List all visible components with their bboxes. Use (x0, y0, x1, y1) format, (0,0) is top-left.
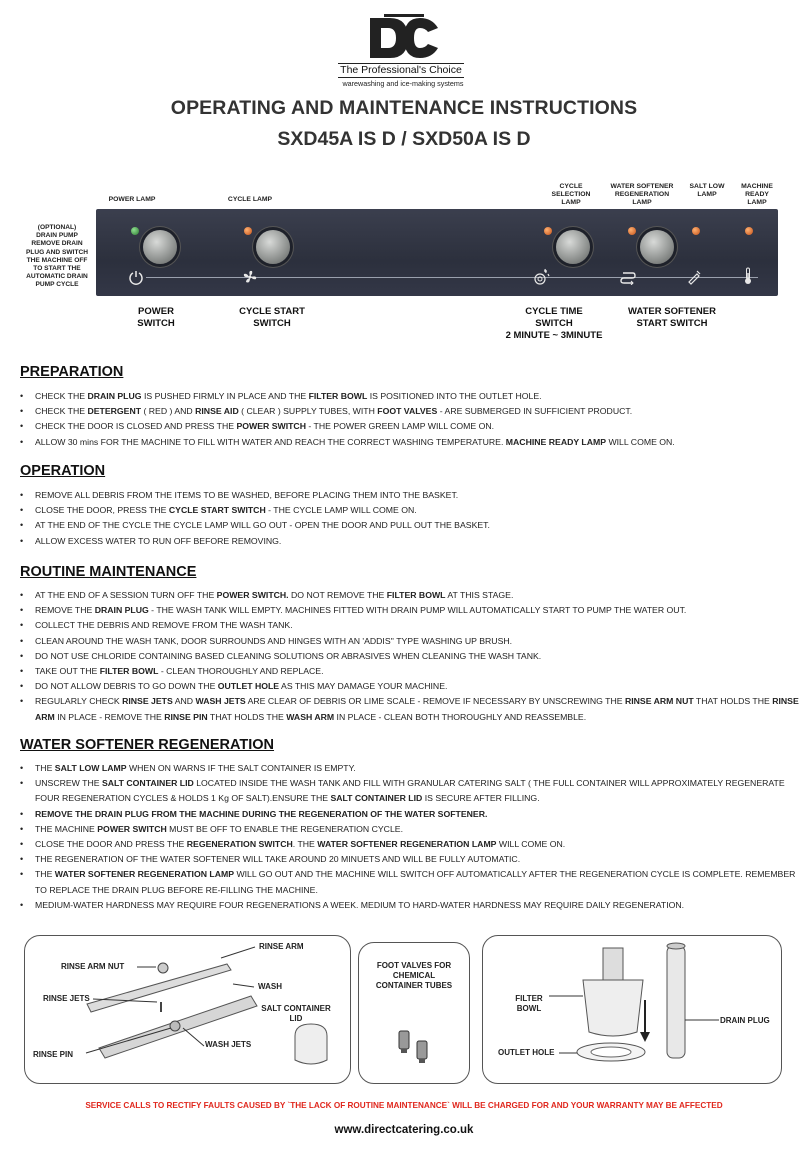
water-softener-list (20, 761, 800, 913)
list-item: • ALLOW 30 mins FOR THE MACHINE TO FILL WITH WATER AND REACH THE CORRECT WASHING TEMPERATURE. MACHINE READY LAMP WILL COME ON. (20, 435, 800, 450)
water-softener-switch-knob[interactable] (640, 230, 674, 264)
salt-icon (686, 269, 702, 285)
cycle-time-switch-label: CYCLE TIME SWITCH 2 MINUTE ~ 3MINUTE (505, 306, 603, 341)
list-item: • CLOSE THE DOOR, PRESS THE CYCLE START SWITCH - THE CYCLE LAMP WILL COME ON. (20, 503, 800, 518)
cycle-lamp-label: CYCLE LAMP (227, 196, 273, 203)
cycle-selection-lamp-label: CYCLE SELECTION LAMP (551, 183, 591, 206)
water-softener-switch-label: WATER SOFTENER START SWITCH (628, 306, 716, 329)
routine-maintenance-heading: ROUTINE MAINTENANCE (20, 564, 197, 580)
rinse-arm-label: RINSE ARM (259, 942, 304, 951)
list-item: • REGULARLY CHECK RINSE JETS AND WASH JETS ARE CLEAR OF DEBRIS OR LIME SCALE - REMOVE IF NECESSARY BY UNSCREWING THE RINSE ARM NUT THAT HOLDS THE RINSE ARM IN PLACE - REMOVE THE RINSE PIN THAT HOLDS THE WASH ARM IN PLACE - CLEAN BOTH THOROUGHLY AND REASSEMBLE. (20, 694, 800, 724)
salt-low-lamp-label: SALT LOW LAMP (689, 183, 725, 198)
foot-valves-diagram (358, 942, 470, 1084)
list-item: • MEDIUM-WATER HARDNESS MAY REQUIRE FOUR REGENERATIONS A WEEK. MEDIUM TO HARD-WATER HARDNESS MAY REQUIRE DAILY REGENERATION. (20, 898, 800, 913)
salt-container-lid-label: SALT CONTAINER LID (261, 1004, 331, 1023)
drain-plug-label: DRAIN PLUG (720, 1016, 770, 1025)
power-lamp-label: POWER LAMP (108, 196, 156, 203)
wash-arm-diagram (24, 935, 351, 1084)
list-item: • CHECK THE DOOR IS CLOSED AND PRESS THE POWER SWITCH - THE POWER GREEN LAMP WILL COME ON. (20, 419, 800, 434)
rinse-pin-label: RINSE PIN (33, 1050, 74, 1059)
list-item: • CHECK THE DRAIN PLUG IS PUSHED FIRMLY IN PLACE AND THE FILTER BOWL IS POSITIONED INTO THE OUTLET HOLE. (20, 389, 800, 404)
power-lamp (131, 227, 139, 235)
list-item: • CLEAN AROUND THE WASH TANK, DOOR SURROUNDS AND HINGES WITH AN 'ADDIS'' TYPE WASHING UP BRUSH. (20, 634, 800, 649)
preparation-heading: PREPARATION (20, 364, 124, 380)
list-item: • CLOSE THE DOOR AND PRESS THE REGENERATION SWITCH. THE WATER SOFTENER REGENERATION LAMP WILL COME ON. (20, 837, 800, 852)
rinse-jets-label: RINSE JETS (43, 994, 90, 1003)
preparation-list (20, 389, 800, 450)
list-item: • AT THE END OF THE CYCLE THE CYCLE LAMP WILL GO OUT - OPEN THE DOOR AND PULL OUT THE BASKET. (20, 518, 800, 533)
filter-bowl-diagram (482, 935, 782, 1084)
list-item: • ALLOW EXCESS WATER TO RUN OFF BEFORE REMOVING. (20, 534, 800, 549)
dc-logo (368, 14, 440, 62)
tagline: The Professional's Choice (338, 63, 464, 78)
list-item: • COLLECT THE DEBRIS AND REMOVE FROM THE WASH TANK. (20, 618, 800, 633)
cycle-lamp (244, 227, 252, 235)
list-item: • AT THE END OF A SESSION TURN OFF THE POWER SWITCH. DO NOT REMOVE THE FILTER BOWL AT THIS STAGE. (20, 588, 800, 603)
foot-valves-label: FOOT VALVES FOR CHEMICAL CONTAINER TUBES (375, 961, 453, 990)
power-switch-knob[interactable] (143, 230, 177, 264)
cycle-time-icon (532, 268, 550, 286)
salt-low-lamp (692, 227, 700, 235)
list-item: • THE SALT LOW LAMP WHEN ON WARNS IF THE SALT CONTAINER IS EMPTY. (20, 761, 800, 776)
list-item: • DO NOT USE CHLORIDE CONTAINING BASED CLEANING SOLUTIONS OR ABRASIVES WHEN CLEANING THE WASH TANK. (20, 649, 800, 664)
list-item: • DO NOT ALLOW DEBRIS TO GO DOWN THE OUTLET HOLE AS THIS MAY DAMAGE YOUR MACHINE. (20, 679, 800, 694)
list-item: • CHECK THE DETERGENT ( RED ) AND RINSE AID ( CLEAR ) SUPPLY TUBES, WITH FOOT VALVES - ARE SUBMERGED IN SUFFICIENT PRODUCT. (20, 404, 800, 419)
tagline-sub: warewashing and ice-making systems (342, 79, 464, 88)
list-item: • REMOVE ALL DEBRIS FROM THE ITEMS TO BE WASHED, BEFORE PLACING THEM INTO THE BASKET. (20, 488, 800, 503)
regeneration-lamp (628, 227, 636, 235)
operation-list (20, 488, 800, 549)
control-panel (96, 209, 778, 296)
thermometer-icon (742, 267, 754, 285)
panel-divider-line (146, 277, 758, 278)
rinse-arm-nut-label: RINSE ARM NUT (61, 962, 125, 971)
power-switch-label: POWER SWITCH (137, 306, 175, 329)
regeneration-icon (619, 269, 637, 285)
machine-ready-lamp-label: MACHINE READY LAMP (741, 183, 773, 206)
warranty-warning: SERVICE CALLS TO RECTIFY FAULTS CAUSED BY `THE LACK OF ROUTINE MAINTENANCE` WILL BE CHARGED FOR AND YOUR WARRANTY MAY BE AFFECTED (85, 1101, 723, 1110)
page-title: OPERATING AND MAINTENANCE INSTRUCTIONS (170, 97, 638, 119)
optional-drain-pump-note: (OPTIONAL) DRAIN PUMP REMOVE DRAIN PLUG AND SWITCH THE MACHINE OFF TO START THE AUTOMATIC DRAIN PUMP CYCLE (25, 224, 89, 289)
outlet-hole-label: OUTLET HOLE (498, 1048, 555, 1057)
website-url[interactable]: www.directcatering.co.uk (334, 1124, 474, 1136)
list-item: • REMOVE THE DRAIN PLUG - THE WASH TANK WILL EMPTY. MACHINES FITTED WITH DRAIN PUMP WILL AUTOMATICALLY START TO PUMP THE WATER OUT. (20, 603, 800, 618)
cycle-time-switch-knob[interactable] (556, 230, 590, 264)
routine-maintenance-list (20, 588, 800, 725)
fan-icon (242, 269, 258, 285)
list-item: • UNSCREW THE SALT CONTAINER LID LOCATED INSIDE THE WASH TANK AND FILL WITH GRANULAR CATERING SALT ( THE FULL CONTAINER WILL APPROXIMATELY REGENERATE FOUR REGENERATION CYCLES & HOLDS 1 Kg OF SALT).ENSURE THE SALT CONTAINER LID IS SECURE AFTER FILLING. (20, 776, 800, 806)
foot-valves-drawing (359, 943, 469, 1083)
water-softener-heading: WATER SOFTENER REGENERATION (20, 737, 275, 753)
operation-heading: OPERATION (20, 463, 106, 479)
machine-ready-lamp (745, 227, 753, 235)
model-title: SXD45A IS D / SXD50A IS D (277, 128, 531, 150)
regeneration-lamp-label: WATER SOFTENER REGENERATION LAMP (610, 183, 674, 206)
power-icon (128, 269, 144, 285)
filter-bowl-label: FILTER BOWL (515, 994, 543, 1013)
list-item: • THE MACHINE POWER SWITCH MUST BE OFF TO ENABLE THE REGENERATION CYCLE. (20, 822, 800, 837)
list-item: • TAKE OUT THE FILTER BOWL - CLEAN THOROUGHLY AND REPLACE. (20, 664, 800, 679)
list-item: • THE WATER SOFTENER REGENERATION LAMP WILL GO OUT AND THE MACHINE WILL SWITCH OFF AUTOMATICALLY AFTER THE REGENERATION CYCLE IS COMPLETE. REMEMBER TO REPLACE THE DRAIN PLUG BEFORE RE-FILLING THE MACHINE. (20, 867, 800, 897)
list-item: • THE REGENERATION OF THE WATER SOFTENER WILL TAKE AROUND 20 MINUETS AND WILL BE FULLY AUTOMATIC. (20, 852, 800, 867)
wash-jets-label: WASH JETS (205, 1040, 252, 1049)
list-item: • REMOVE THE DRAIN PLUG FROM THE MACHINE DURING THE REGENERATION OF THE WATER SOFTENER. (20, 807, 800, 822)
wash-label: WASH (258, 982, 282, 991)
cycle-start-switch-label: CYCLE START SWITCH (239, 306, 305, 329)
cycle-selection-lamp (544, 227, 552, 235)
cycle-start-switch-knob[interactable] (256, 230, 290, 264)
